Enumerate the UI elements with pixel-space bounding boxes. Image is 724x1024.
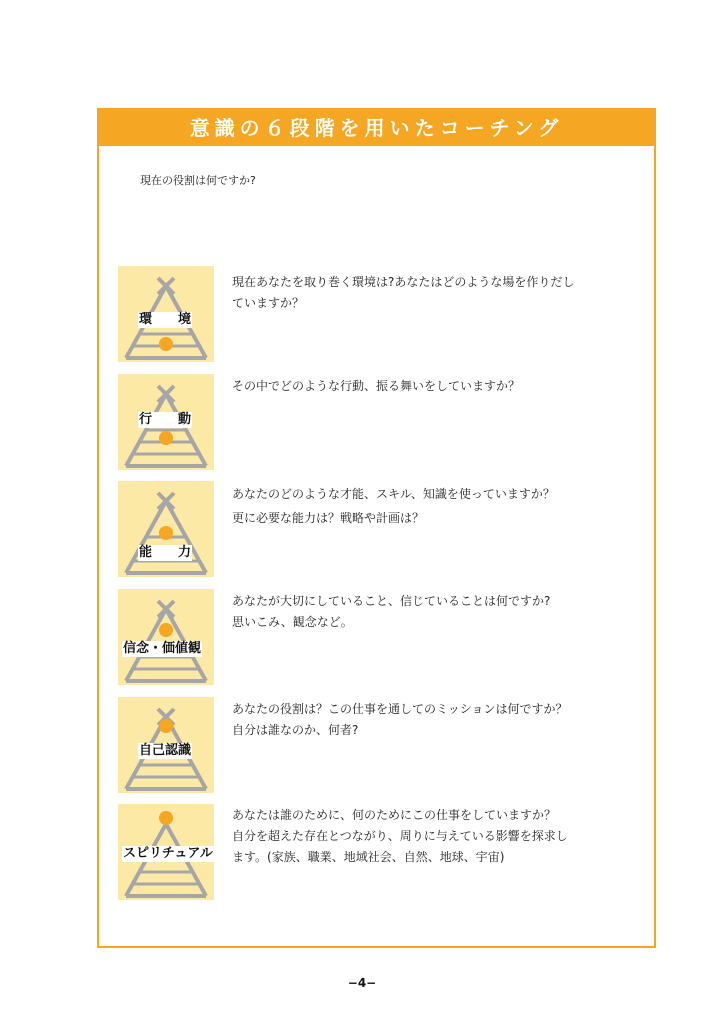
level-question (232, 699, 622, 741)
level-label: 自己認識 (139, 743, 192, 758)
level-self-awareness (118, 697, 214, 793)
level-label: 行 動 (139, 412, 192, 427)
question-line: 自分は誰なのか、何者? (232, 723, 359, 737)
level-label: 能 力 (139, 545, 192, 560)
question-line: その中でどのような行動、振る舞いをしていますか？ (232, 379, 521, 393)
level-spiritual (118, 804, 214, 900)
question-line: あなたは誰のために、何のためにこの仕事をしていますか？ (232, 808, 557, 822)
level-question (232, 376, 622, 397)
page-title: 意識の６段階を用いたコーチング (99, 110, 654, 146)
question-line: 自分を超えた存在とつながり、周りに与えている影響を探求し (232, 829, 568, 843)
level-beliefs-values (118, 589, 214, 685)
pyramid-icon (118, 589, 214, 685)
intro-question: 現在の役割は何ですか? (140, 174, 256, 187)
level-question (232, 484, 622, 529)
level-label: スピリチュアル (123, 846, 213, 861)
question-line: 思いこみ、観念など。 (232, 615, 353, 629)
question-line: 現在あなたを取り巻く環境は?あなたはどのような場を作りだし (232, 275, 575, 289)
page-number: −4− (347, 976, 377, 990)
level-label: 信念・価値観 (123, 641, 202, 656)
level-environment (118, 266, 214, 362)
level-ability (118, 481, 214, 577)
level-question (232, 591, 622, 633)
level-question (232, 272, 622, 314)
question-line: あなたの役割は？この仕事を通してのミッションは何ですか？ (232, 702, 568, 716)
pyramid-icon (118, 481, 214, 577)
level-behavior (118, 374, 214, 470)
level-label: 環 境 (139, 312, 192, 327)
question-line: ます。(家族、職業、地域社会、自然、地球、宇宙) (232, 850, 505, 864)
level-question (232, 805, 622, 868)
question-line: あなたのどのような才能、スキル、知識を使っていますか？ (232, 487, 555, 501)
question-line: ていますか？ (232, 296, 305, 310)
question-line: あなたが大切にしていること、信じていることは何ですか? (232, 594, 551, 608)
question-line: 更に必要な能力は？戦略や計画は？ (232, 511, 425, 525)
